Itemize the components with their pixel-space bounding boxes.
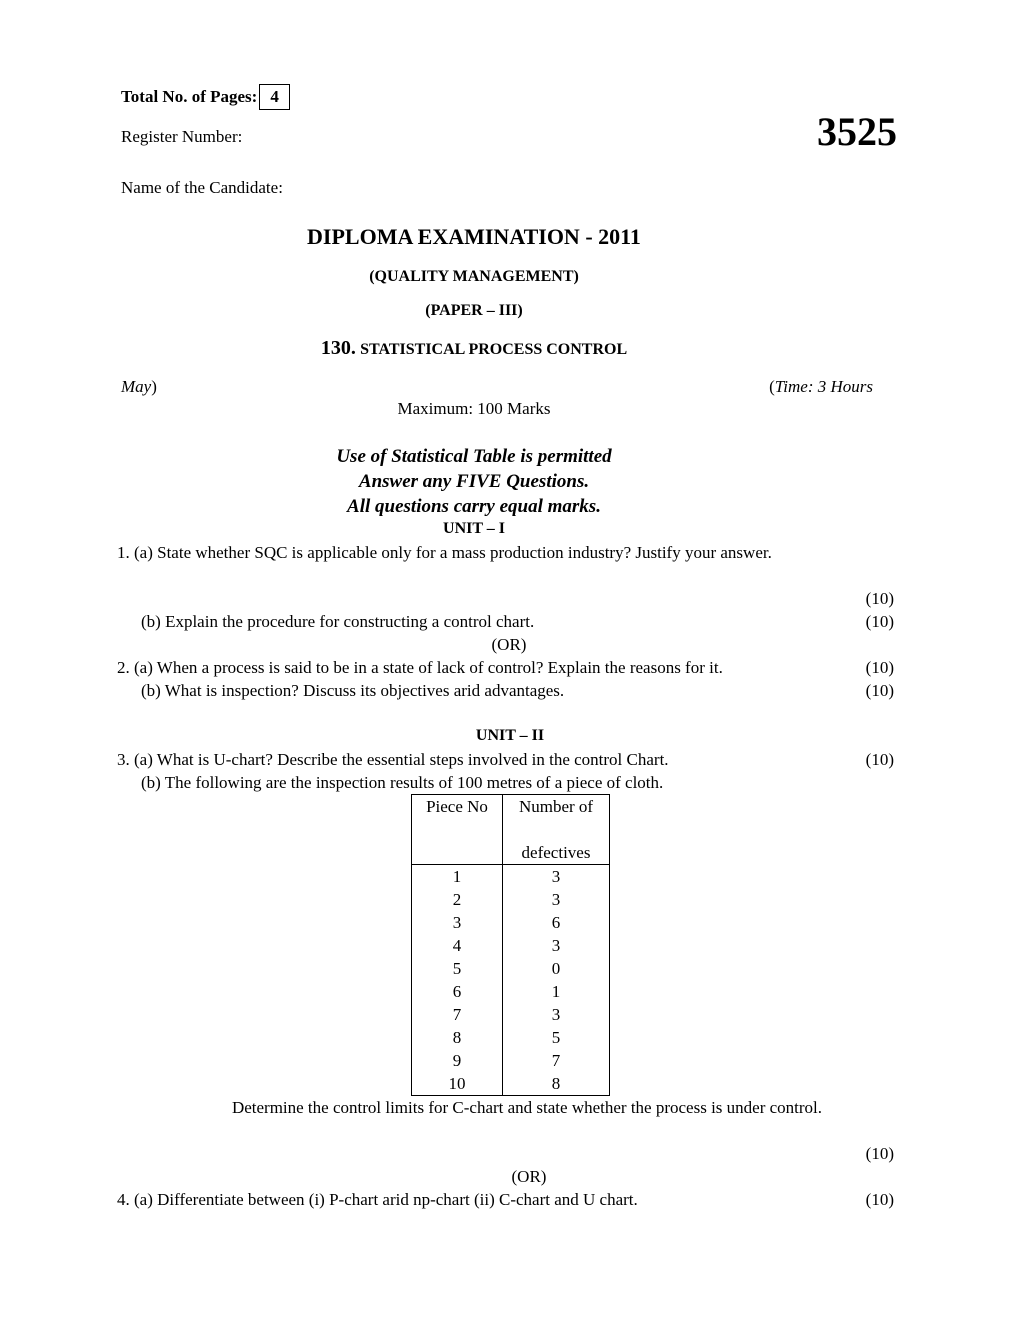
defectives-cell: 7 [503,1049,610,1072]
course-number: 130. [320,337,356,359]
or-separator-2: (OR) [511,1167,547,1186]
piece-no-cell: 4 [412,934,503,957]
defectives-cell: 8 [503,1072,610,1096]
question-4a: 4. (a) Differentiate between (i) P-chart arid np-chart (ii) C-chart and U chart. [117,1190,638,1209]
defectives-cell: 3 [503,888,610,911]
register-number-label: Register Number: [121,127,243,146]
table-row [412,888,610,911]
subject-title: (QUALITY MANAGEMENT) [369,268,579,285]
total-pages-value: 4 [259,84,290,110]
question-4a-marks: (10) [865,1190,894,1209]
table-row [412,934,610,957]
table-header-row [412,795,610,865]
question-1a: 1. (a) State whether SQC is applicable only for a mass production industry? Justify your answer. [117,543,772,562]
total-pages-label: Total No. of Pages: [121,87,258,106]
table-header-defectives: Number of defectives [503,795,610,865]
question-3b-marks: (10) [865,1144,894,1163]
defectives-cell: 3 [503,1003,610,1026]
defectives-cell: 5 [503,1026,610,1049]
piece-no-cell: 6 [412,980,503,1003]
defectives-cell: 3 [503,865,610,889]
defectives-table [411,794,610,1096]
table-row [412,1049,610,1072]
exam-title: DIPLOMA EXAMINATION - 2011 [307,224,641,249]
question-2a-marks: (10) [865,658,894,677]
piece-no-cell: 9 [412,1049,503,1072]
piece-no-cell: 7 [412,1003,503,1026]
table-header-piece-no: Piece No [412,795,503,865]
instruction-2: Answer any FIVE Questions. [358,471,590,492]
instruction-1: Use of Statistical Table is permitted [336,446,612,467]
piece-no-cell: 5 [412,957,503,980]
defectives-cell: 0 [503,957,610,980]
question-2b: (b) What is inspection? Discuss its objectives arid advantages. [141,681,565,700]
table-row [412,1072,610,1096]
question-3b: (b) The following are the inspection results of 100 metres of a piece of cloth. [141,773,664,792]
piece-no-cell: 1 [412,865,503,889]
table-row [412,980,610,1003]
paper-code: 3525 [817,109,897,154]
question-2a: 2. (a) When a process is said to be in a state of lack of control? Explain the reasons for it. [117,658,723,677]
unit-1-heading: UNIT – I [443,520,505,537]
exam-month: May) [121,377,157,396]
question-3a-marks: (10) [865,750,894,769]
defectives-cell: 6 [503,911,610,934]
candidate-name-label: Name of the Candidate: [121,178,283,197]
total-pages [121,84,290,110]
piece-no-cell: 2 [412,888,503,911]
piece-no-cell: 8 [412,1026,503,1049]
course-name: STATISTICAL PROCESS CONTROL [360,341,628,358]
unit-2-heading: UNIT – II [475,727,545,744]
piece-no-cell: 3 [412,911,503,934]
table-row [412,1003,610,1026]
question-1a-marks: (10) [865,589,894,608]
paper-title: (PAPER – III) [425,302,523,319]
table-row [412,1026,610,1049]
instruction-3: All questions carry equal marks. [347,496,601,517]
table-row [412,865,610,889]
table-row [412,957,610,980]
question-1b-marks: (10) [865,612,894,631]
defectives-cell: 3 [503,934,610,957]
defectives-cell: 1 [503,980,610,1003]
question-1b: (b) Explain the procedure for constructing a control chart. [141,612,535,631]
question-2b-marks: (10) [865,681,894,700]
table-row [412,911,610,934]
question-3a: 3. (a) What is U-chart? Describe the essential steps involved in the control Chart. [117,750,669,769]
max-marks: Maximum: 100 Marks [397,399,551,418]
piece-no-cell: 10 [412,1072,503,1096]
or-separator-1: (OR) [491,635,527,654]
question-3b-followup: Determine the control limits for C-chart and state whether the process is under control. [231,1098,823,1117]
exam-time: (Time: 3 Hours [769,377,873,396]
course-title [0,337,984,360]
